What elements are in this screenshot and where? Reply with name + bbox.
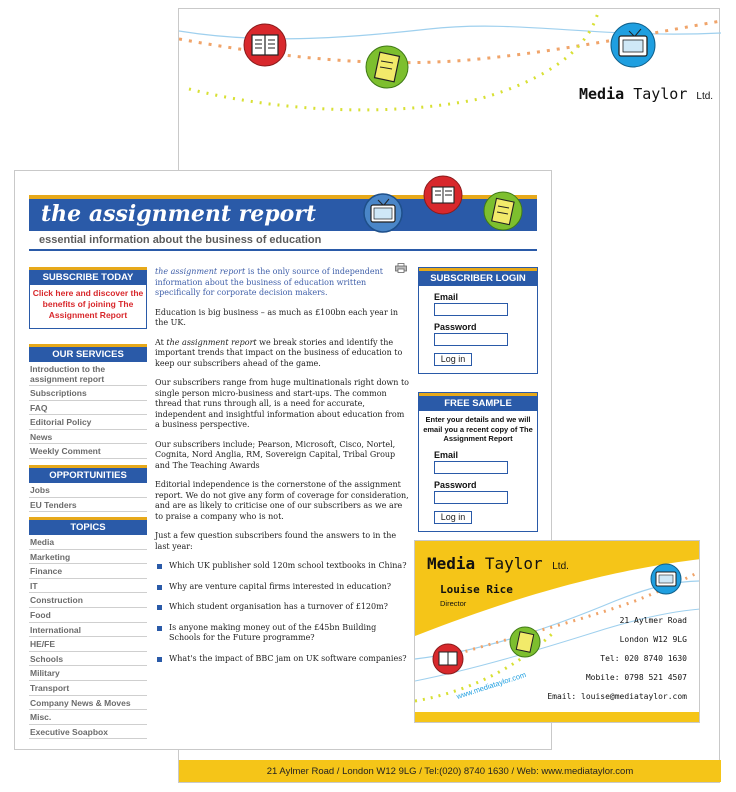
book-icon xyxy=(433,644,463,674)
paragraph-6: Editorial independence is the cornerstone of the assignment report. We do not give any form of coverage for consideration, and are as likely to criticise one of our subscribers as we are to praise a company who is not. xyxy=(155,480,409,521)
card-mobile: Mobile: 0798 521 4507 xyxy=(585,673,687,682)
topics-item-he-fe[interactable]: HE/FE xyxy=(29,637,147,652)
brand-rest: Taylor xyxy=(633,85,688,103)
notebook-icon xyxy=(366,46,408,88)
login-heading: SUBSCRIBER LOGIN xyxy=(419,268,537,286)
tv-icon xyxy=(364,194,402,232)
card-brand-bold: Media xyxy=(427,554,476,573)
paragraph-2: Education is big business – as much as £100bn each year in the UK. xyxy=(155,307,399,327)
topics-item-food[interactable]: Food xyxy=(29,608,147,623)
login-button[interactable]: Log in xyxy=(434,353,472,366)
paragraph-3-b: we break stories and identify the important trends that impact on the business of education to keep our subscribers ahead of the game. xyxy=(155,337,403,368)
card-address-line-2: London W12 9LG xyxy=(619,635,687,644)
card-web[interactable]: www.mediataylor.com xyxy=(455,670,528,701)
question-list xyxy=(155,561,410,664)
intro-rest: is the only source of independent information about the business of education written specifically for corporate decision makers. xyxy=(155,267,383,297)
login-email-input[interactable] xyxy=(434,303,508,316)
topics-item-media[interactable]: Media xyxy=(29,535,147,550)
services-menu xyxy=(29,362,147,459)
paragraph-5: Our subscribers include; Pearson, Microsoft, Cisco, Nortel, Cognita, Nord Anglia, RM, Sovereign Capital, Tribal Group and The Teaching Awards xyxy=(155,439,396,470)
paragraph-7: Just a few question subscribers found the answers to in the last year: xyxy=(155,531,397,551)
business-card xyxy=(414,540,700,723)
free-sample-panel xyxy=(418,392,538,532)
topics-item-construction[interactable]: Construction xyxy=(29,593,147,608)
login-password-input[interactable] xyxy=(434,333,508,346)
notebook-icon xyxy=(484,192,522,230)
banner-decoration xyxy=(357,173,537,233)
tv-icon xyxy=(651,564,681,594)
sample-email-input[interactable] xyxy=(434,461,508,474)
topics-menu xyxy=(29,535,147,739)
book-icon xyxy=(424,176,462,214)
topics-item-misc[interactable]: Misc. xyxy=(29,710,147,725)
card-email[interactable]: Email: louise@mediataylor.com xyxy=(547,692,687,701)
services-item-faq[interactable]: FAQ xyxy=(29,401,147,416)
paragraph-3-em: the assignment report xyxy=(166,337,257,347)
paragraph-3-a: At xyxy=(155,337,167,347)
card-tel: Tel: 020 8740 1630 xyxy=(600,654,687,663)
subscribe-heading: SUBSCRIBE TODAY xyxy=(29,267,147,285)
services-item-editorial-policy[interactable]: Editorial Policy xyxy=(29,415,147,430)
services-item-introduction[interactable]: Introduction to the assignment report xyxy=(29,362,147,386)
brand-bold: Media xyxy=(579,85,625,103)
paragraph-3 xyxy=(155,338,410,370)
opportunities-menu xyxy=(29,483,147,512)
card-brand-rest: Taylor xyxy=(484,554,543,573)
services-item-news[interactable]: News xyxy=(29,430,147,445)
card-brand-ltd: Ltd. xyxy=(552,561,569,572)
intro-paragraph xyxy=(155,267,410,299)
sample-password-label: Password xyxy=(434,479,477,490)
subscribe-box[interactable] xyxy=(29,267,147,329)
services-item-subscriptions[interactable]: Subscriptions xyxy=(29,386,147,401)
card-address-line-1: 21 Aylmer Road xyxy=(619,616,687,625)
book-icon xyxy=(244,24,286,66)
sample-password-input[interactable] xyxy=(434,491,508,504)
login-password-label: Password xyxy=(434,322,477,332)
card-role: Director xyxy=(440,599,467,608)
topics-item-it[interactable]: IT xyxy=(29,579,147,594)
services-item-weekly-comment[interactable]: Weekly Comment xyxy=(29,444,147,459)
list-item: What's the impact of BBC jam on UK software companies? xyxy=(155,654,410,665)
topics-item-finance[interactable]: Finance xyxy=(29,564,147,579)
opportunities-heading: OPPORTUNITIES xyxy=(29,465,147,483)
brand-ltd: Ltd. xyxy=(696,91,714,102)
list-item: Which UK publisher sold 120m school textbooks in China? xyxy=(155,561,410,572)
notebook-icon xyxy=(510,627,540,657)
topics-item-company-news[interactable]: Company News & Moves xyxy=(29,696,147,711)
sample-email-label: Email xyxy=(434,449,459,460)
card-brand xyxy=(427,554,569,573)
services-heading: OUR SERVICES xyxy=(29,344,147,362)
article-body xyxy=(155,267,410,674)
topics-item-international[interactable]: International xyxy=(29,623,147,638)
page-subtitle: essential information about the business of education xyxy=(39,234,322,246)
topics-item-marketing[interactable]: Marketing xyxy=(29,550,147,565)
letterhead-footer: 21 Aylmer Road / London W12 9LG / Tel:(020) 8740 1630 / Web: www.mediataylor.com xyxy=(179,760,721,782)
paragraph-4: Our subscribers range from huge multinationals right down to single person micro-business and start-ups. The common thread that runs through all, is a need for accurate, independent and insightful information about education from a business perspective. xyxy=(155,378,409,429)
topics-heading: TOPICS xyxy=(29,517,147,535)
topics-item-transport[interactable]: Transport xyxy=(29,681,147,696)
subtitle-bar xyxy=(29,231,537,251)
topics-item-military[interactable]: Military xyxy=(29,666,147,681)
login-email-label: Email xyxy=(434,292,459,302)
letterhead-decoration xyxy=(179,9,721,159)
topics-item-executive-soapbox[interactable]: Executive Soapbox xyxy=(29,725,147,740)
subscriber-login-panel xyxy=(418,267,538,374)
opportunities-item-jobs[interactable]: Jobs xyxy=(29,483,147,498)
card-name: Louise Rice xyxy=(440,583,513,596)
sample-note: Enter your details and we will email you a recent copy of The Assignment Report xyxy=(423,415,533,443)
sample-login-button[interactable]: Log in xyxy=(434,511,472,524)
list-item: Which student organisation has a turnover of £120m? xyxy=(155,602,410,613)
list-item: Is anyone making money out of the £45bn Building Schools for the Future programme? xyxy=(155,623,410,644)
page-title: the assignment report xyxy=(41,201,317,227)
subscribe-link[interactable]: Click here and discover the benefits of joining The Assignment Report xyxy=(32,288,144,320)
opportunities-item-eu-tenders[interactable]: EU Tenders xyxy=(29,498,147,513)
topics-item-schools[interactable]: Schools xyxy=(29,652,147,667)
intro-title-em: the assignment report xyxy=(155,267,246,276)
sample-heading: FREE SAMPLE xyxy=(419,393,537,411)
list-item: Why are venture capital firms interested in education? xyxy=(155,582,410,593)
tv-icon xyxy=(611,23,655,67)
letterhead-brand xyxy=(579,85,713,103)
